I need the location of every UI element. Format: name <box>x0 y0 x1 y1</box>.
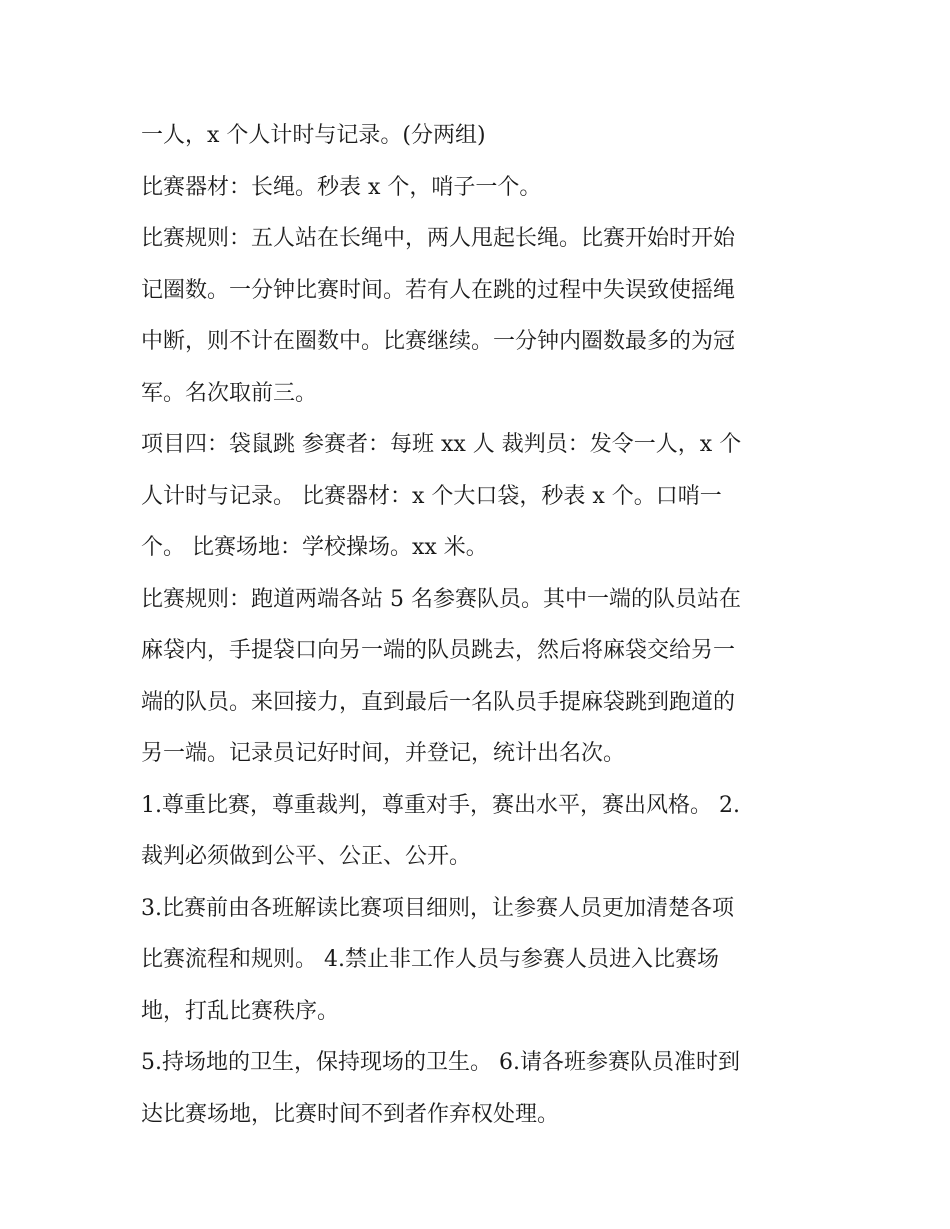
text-line: 麻袋内，手提袋口向另一端的队员跳去，然后将麻袋交给另一 <box>141 638 736 663</box>
text-line: 项目四：袋鼠跳 参赛者：每班 xx 人 裁判员：发令一人，x 个 <box>141 432 742 457</box>
document-body <box>141 110 831 1140</box>
text-line: 达比赛场地，比赛时间不到者作弃权处理。 <box>141 1101 560 1127</box>
text-line: 端的队员。来回接力，直到最后一名队员手提麻袋跳到跑道的 <box>141 689 736 715</box>
text-line: 记圈数。一分钟比赛时间。若有人在跳的过程中失误致使摇绳 <box>141 277 736 303</box>
text-line: 比赛流程和规则。 4.禁止非工作人员与参赛人员进入比赛场 <box>141 947 719 972</box>
text-line: 比赛器材：长绳。秒表 x 个，哨子一个。 <box>141 174 542 200</box>
text-line: 裁判必须做到公平、公正、公开。 <box>141 844 472 869</box>
text-line: 人计时与记录。 比赛器材：x 个大口袋，秒表 x 个。口哨一 <box>141 483 722 509</box>
text-line: 比赛规则：跑道两端各站 5 名参赛队员。其中一端的队员站在 <box>141 586 741 612</box>
text-line: 一人，x 个人计时与记录。(分两组) <box>141 123 486 148</box>
text-line: 比赛规则：五人站在长绳中，两人甩起长绳。比赛开始时开始 <box>141 226 736 251</box>
text-line: 1.尊重比赛，尊重裁判，尊重对手，赛出水平，赛出风格。 2. <box>141 792 740 818</box>
text-line: 中断，则不计在圈数中。比赛继续。一分钟内圈数最多的为冠 <box>141 329 736 354</box>
text-line: 地，打乱比赛秩序。 <box>141 998 340 1024</box>
text-line: 军。名次取前三。 <box>141 380 318 406</box>
text-line: 另一端。记录员记好时间，并登记，统计出名次。 <box>141 741 626 766</box>
text-line: 个。 比赛场地：学校操场。xx 米。 <box>141 535 488 560</box>
text-line: 3.比赛前由各班解读比赛项目细则，让参赛人员更加清楚各项 <box>141 895 734 921</box>
text-line: 5.持场地的卫生，保持现场的卫生。 6.请各班参赛队员准时到 <box>141 1050 740 1075</box>
